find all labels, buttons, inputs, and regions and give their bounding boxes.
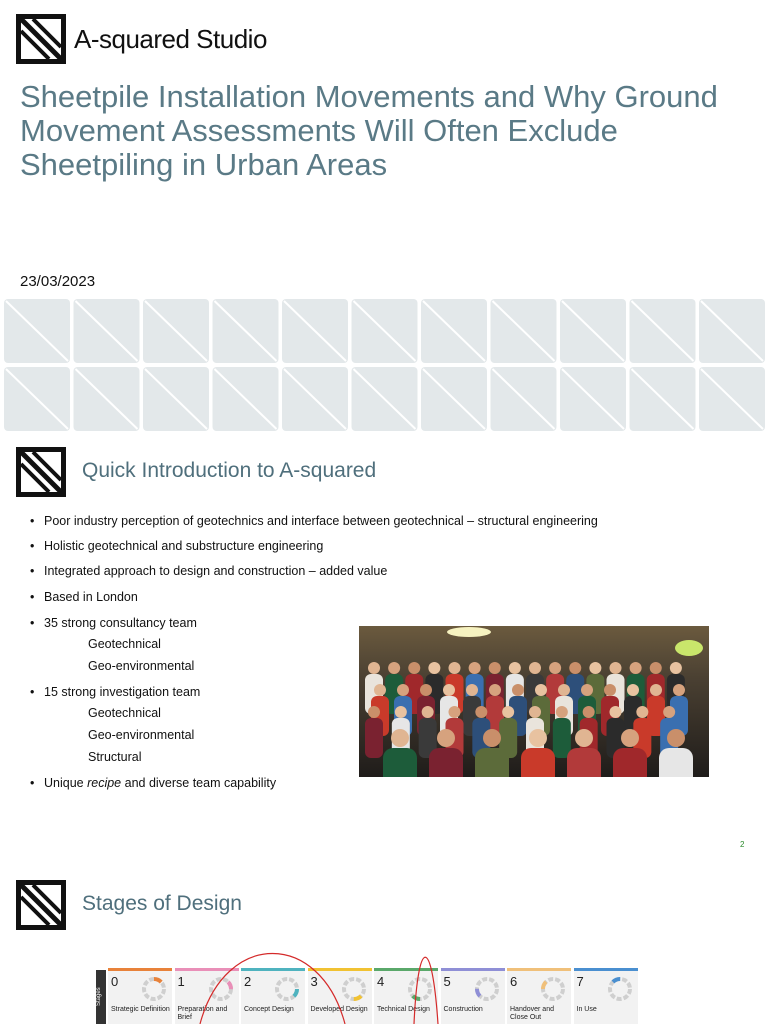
person-head (509, 662, 521, 674)
list-item: • Integrated approach to design and construction – added value (30, 564, 388, 578)
person-head (483, 729, 501, 747)
logo-text: A-squared Studio (74, 23, 267, 54)
section-title: Quick Introduction to A-squared (82, 459, 377, 482)
person-body (613, 748, 647, 777)
list-item: • 15 strong investigation team (30, 685, 201, 699)
person-head (388, 662, 400, 674)
sub-item: Geo-environmental (88, 659, 195, 673)
person-head (529, 706, 541, 718)
person-body (553, 718, 571, 758)
stage-label: Preparation and Brief (177, 1006, 228, 1021)
list-item: • Poor industry perception of geotechnics and interface between geotechnical – structural engineering (30, 514, 598, 528)
person-head (374, 684, 386, 696)
person-head (670, 662, 682, 674)
person-head (420, 684, 432, 696)
page-number: 2 (740, 840, 745, 849)
stages-tab-label: Stages (96, 970, 106, 1024)
person-head (437, 729, 455, 747)
person-head (673, 684, 685, 696)
stage-number: 4 (377, 974, 385, 989)
person-head (428, 662, 440, 674)
sub-item: Geo-environmental (88, 728, 195, 742)
person-head (397, 684, 409, 696)
person-head (630, 662, 642, 674)
person-head (395, 706, 407, 718)
person-body (475, 748, 509, 777)
person-head (556, 706, 568, 718)
stage-label: Strategic Definition (111, 1006, 170, 1013)
person-head (650, 684, 662, 696)
person-body (429, 748, 463, 777)
person-head (621, 729, 639, 747)
stage-number: 5 (443, 974, 451, 989)
stage-number: 6 (510, 974, 518, 989)
list-item: • Unique recipe and diverse team capability (30, 776, 277, 790)
logo (16, 14, 267, 64)
stage-label: Developed Design (310, 1006, 368, 1013)
annotation-arcs (0, 940, 768, 1024)
sub-item: Geotechnical (88, 706, 161, 720)
section-logo-icon (16, 447, 66, 502)
person-head (636, 706, 648, 718)
person-head (391, 729, 409, 747)
list-item: • 35 strong consultancy team (30, 616, 197, 630)
person-head (610, 662, 622, 674)
person-head (581, 684, 593, 696)
date: 23/03/2023 (20, 273, 96, 290)
person-head (558, 684, 570, 696)
person-body (659, 748, 693, 777)
person-head (583, 706, 595, 718)
person-head (549, 662, 561, 674)
person-head (466, 684, 478, 696)
sub-item: Geotechnical (88, 637, 161, 651)
person-head (368, 662, 380, 674)
stage-label: Concept Design (244, 1006, 294, 1013)
section-logo-icon (16, 880, 66, 935)
stage-label: Technical Design (377, 1006, 430, 1013)
person-head (575, 729, 593, 747)
person-head (469, 662, 481, 674)
person-head (604, 684, 616, 696)
stage-number: 7 (576, 974, 584, 989)
person-head (535, 684, 547, 696)
person-head (408, 662, 420, 674)
list-item: • Based in London (30, 590, 138, 604)
decorative-tile-band (0, 297, 768, 433)
logo-mark-icon (16, 14, 66, 64)
list-item: • Holistic geotechnical and substructure engineering (30, 539, 324, 553)
person-head (422, 706, 434, 718)
person-head (529, 662, 541, 674)
person-head (650, 662, 662, 674)
person-head (449, 706, 461, 718)
person-head (627, 684, 639, 696)
section-title: Stages of Design (82, 892, 242, 915)
sub-item: Structural (88, 750, 142, 764)
page-title: Sheetpile Installation Movements and Why Ground Movement Assessments Will Often Exclude Sheetpiling in Urban Areas (20, 79, 718, 182)
person-body (383, 748, 417, 777)
person-head (663, 706, 675, 718)
stage-label: Construction (443, 1006, 483, 1013)
stage-label: Handover and Close Out (510, 1006, 554, 1021)
stage-number: 0 (111, 974, 119, 989)
person-body (365, 718, 383, 758)
person-head (529, 729, 547, 747)
team-photo (359, 626, 709, 777)
person-head (512, 684, 524, 696)
person-head (569, 662, 581, 674)
person-head (589, 662, 601, 674)
person-head (502, 706, 514, 718)
stage-label: In Use (576, 1006, 597, 1013)
person-body (521, 748, 555, 777)
person-head (449, 662, 461, 674)
person-head (610, 706, 622, 718)
person-head (443, 684, 455, 696)
person-body (567, 748, 601, 777)
person-head (489, 684, 501, 696)
person-head (368, 706, 380, 718)
stage-number: 1 (177, 974, 185, 989)
stage-number: 3 (310, 974, 318, 989)
person-head (489, 662, 501, 674)
person-head (667, 729, 685, 747)
stage-number: 2 (244, 974, 252, 989)
person-head (475, 706, 487, 718)
